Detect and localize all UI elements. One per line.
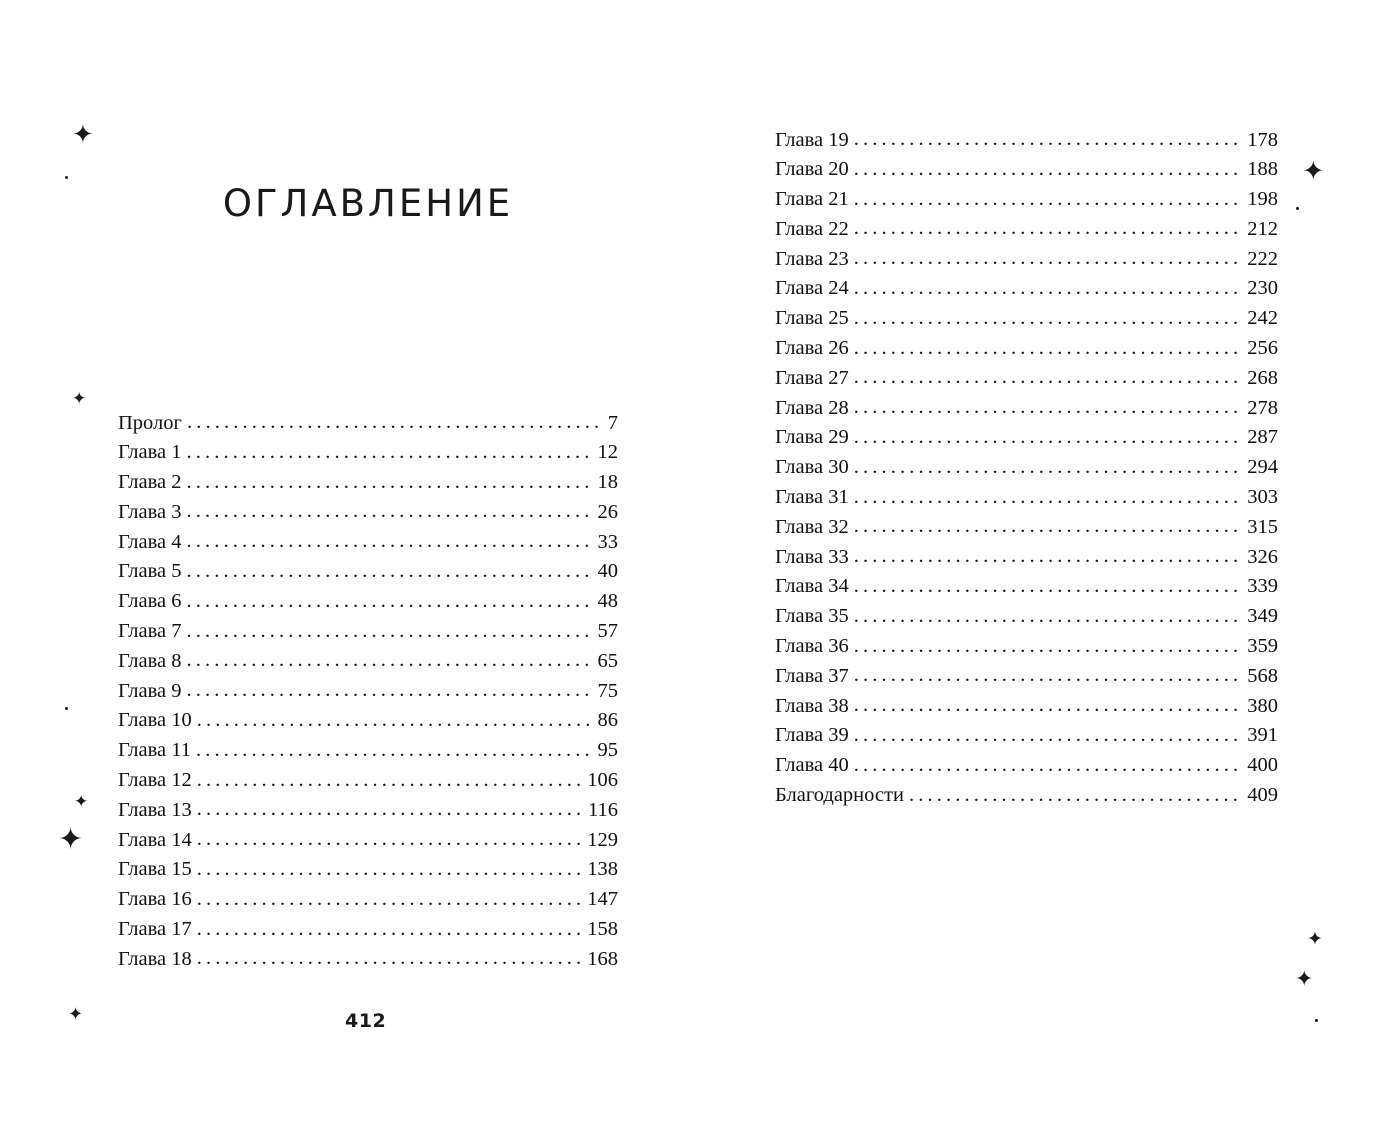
toc-entry-label: Глава 23 bbox=[775, 247, 849, 270]
toc-entry-label: Глава 14 bbox=[118, 828, 192, 851]
toc-entry[interactable] bbox=[118, 557, 618, 587]
toc-entry[interactable] bbox=[775, 721, 1278, 751]
toc-entry[interactable] bbox=[118, 646, 618, 676]
toc-entry[interactable] bbox=[118, 497, 618, 527]
toc-entry-label: Глава 10 bbox=[118, 709, 192, 732]
sparkle-bottom-right-lower-icon: ✦ bbox=[1295, 966, 1314, 991]
toc-entry[interactable] bbox=[775, 542, 1278, 572]
toc-entry[interactable] bbox=[118, 527, 618, 557]
toc-entry-label: Глава 20 bbox=[775, 158, 849, 181]
toc-leader-dots bbox=[854, 512, 1242, 533]
toc-leader-dots bbox=[854, 393, 1242, 414]
toc-entry-page: 568 bbox=[1247, 664, 1278, 687]
toc-entry-label: Глава 18 bbox=[118, 947, 192, 970]
toc-entry-page: 242 bbox=[1247, 307, 1278, 330]
toc-entry[interactable] bbox=[775, 661, 1278, 691]
toc-entry-page: 380 bbox=[1247, 694, 1278, 717]
toc-entry[interactable] bbox=[775, 691, 1278, 721]
toc-leader-dots bbox=[854, 751, 1242, 772]
page-number: 412 bbox=[345, 1010, 387, 1032]
toc-entry[interactable] bbox=[775, 423, 1278, 453]
toc-entry-page: 147 bbox=[587, 888, 618, 911]
toc-entry-label: Глава 6 bbox=[118, 590, 182, 613]
toc-entry-page: 75 bbox=[597, 679, 618, 702]
toc-entry-page: 40 bbox=[597, 560, 618, 583]
toc-leader-dots bbox=[187, 497, 593, 518]
toc-leader-dots bbox=[197, 766, 582, 787]
toc-leader-dots bbox=[187, 408, 603, 429]
toc-entry[interactable] bbox=[775, 751, 1278, 781]
toc-entry-label: Глава 1 bbox=[118, 441, 182, 464]
toc-entry-page: 7 bbox=[607, 411, 618, 434]
toc-entry-label: Глава 40 bbox=[775, 754, 849, 777]
toc-entry-label: Глава 32 bbox=[775, 515, 849, 538]
toc-leader-dots bbox=[187, 676, 593, 697]
toc-entry-label: Пролог bbox=[118, 411, 182, 434]
toc-leader-dots bbox=[854, 453, 1242, 474]
toc-leader-dots bbox=[854, 185, 1242, 206]
toc-entry-page: 116 bbox=[588, 798, 618, 821]
toc-leader-dots bbox=[196, 736, 592, 757]
toc-entry[interactable] bbox=[775, 155, 1278, 185]
toc-entry[interactable] bbox=[775, 393, 1278, 423]
dot-bottom-right-icon bbox=[1315, 1019, 1318, 1022]
toc-entry-label: Глава 4 bbox=[118, 530, 182, 553]
toc-leader-dots bbox=[854, 602, 1242, 623]
toc-entry-label: Глава 2 bbox=[118, 471, 182, 494]
sparkle-lower-left-large-icon: ✦ bbox=[58, 823, 84, 856]
toc-entry-page: 400 bbox=[1247, 754, 1278, 777]
toc-entry-page: 18 bbox=[597, 471, 618, 494]
toc-leader-dots bbox=[854, 691, 1242, 712]
toc-entry-page: 315 bbox=[1247, 515, 1278, 538]
toc-entry-page: 12 bbox=[597, 441, 618, 464]
toc-leader-dots bbox=[187, 468, 593, 489]
toc-entry-label: Глава 29 bbox=[775, 426, 849, 449]
dot-upper-left-icon bbox=[65, 176, 68, 179]
toc-entry-page: 65 bbox=[597, 649, 618, 672]
toc-entry-page: 188 bbox=[1247, 158, 1278, 181]
toc-entry[interactable] bbox=[118, 408, 618, 438]
toc-entry-page: 303 bbox=[1247, 486, 1278, 509]
toc-list-right bbox=[775, 125, 1278, 810]
toc-entry[interactable] bbox=[118, 915, 618, 945]
toc-entry[interactable] bbox=[118, 885, 618, 915]
toc-entry[interactable] bbox=[118, 855, 618, 885]
toc-entry-label: Глава 13 bbox=[118, 798, 192, 821]
toc-leader-dots bbox=[854, 423, 1242, 444]
toc-entry[interactable] bbox=[118, 736, 618, 766]
toc-entry[interactable] bbox=[775, 632, 1278, 662]
toc-entry-label: Глава 31 bbox=[775, 486, 849, 509]
toc-entry-page: 287 bbox=[1247, 426, 1278, 449]
sparkle-top-left-icon: ✦ bbox=[72, 120, 94, 149]
toc-entry-page: 359 bbox=[1247, 635, 1278, 658]
toc-entry-page: 256 bbox=[1247, 337, 1278, 360]
toc-entry-label: Глава 11 bbox=[118, 739, 192, 762]
toc-entry-page: 57 bbox=[597, 620, 618, 643]
toc-entry[interactable] bbox=[118, 468, 618, 498]
toc-entry-page: 230 bbox=[1247, 277, 1278, 300]
toc-entry[interactable] bbox=[118, 587, 618, 617]
toc-leader-dots bbox=[854, 632, 1242, 653]
toc-list-left bbox=[118, 408, 618, 974]
toc-entry-page: 294 bbox=[1247, 456, 1278, 479]
toc-entry-label: Глава 35 bbox=[775, 605, 849, 628]
toc-entry-label: Глава 12 bbox=[118, 769, 192, 792]
toc-entry-label: Глава 27 bbox=[775, 366, 849, 389]
toc-entry-label: Глава 5 bbox=[118, 560, 182, 583]
toc-entry[interactable] bbox=[118, 438, 618, 468]
toc-leader-dots bbox=[187, 587, 593, 608]
toc-leader-dots bbox=[197, 855, 582, 876]
toc-entry-label: Глава 34 bbox=[775, 575, 849, 598]
toc-entry[interactable] bbox=[775, 483, 1278, 513]
toc-entry-label: Глава 25 bbox=[775, 307, 849, 330]
toc-entry[interactable] bbox=[775, 304, 1278, 334]
dot-mid-left-icon bbox=[65, 707, 68, 710]
toc-entry-label: Глава 38 bbox=[775, 694, 849, 717]
toc-leader-dots bbox=[197, 795, 583, 816]
toc-leader-dots bbox=[197, 885, 582, 906]
toc-entry-label: Благодарности bbox=[775, 784, 904, 807]
toc-entry-page: 349 bbox=[1247, 605, 1278, 628]
toc-entry-page: 48 bbox=[597, 590, 618, 613]
toc-entry-label: Глава 8 bbox=[118, 649, 182, 672]
toc-entry-page: 268 bbox=[1247, 366, 1278, 389]
toc-entry[interactable] bbox=[118, 825, 618, 855]
toc-leader-dots bbox=[854, 125, 1242, 146]
toc-entry-page: 86 bbox=[597, 709, 618, 732]
toc-entry-label: Глава 9 bbox=[118, 679, 182, 702]
toc-entry[interactable] bbox=[775, 185, 1278, 215]
toc-entry-label: Глава 19 bbox=[775, 128, 849, 151]
toc-entry[interactable] bbox=[775, 512, 1278, 542]
toc-entry-label: Глава 24 bbox=[775, 277, 849, 300]
toc-leader-dots bbox=[197, 915, 582, 936]
toc-leader-dots bbox=[854, 483, 1242, 504]
toc-entry[interactable] bbox=[775, 781, 1278, 811]
toc-entry[interactable] bbox=[775, 214, 1278, 244]
toc-entry-page: 222 bbox=[1247, 247, 1278, 270]
toc-entry-label: Глава 30 bbox=[775, 456, 849, 479]
toc-entry[interactable] bbox=[775, 274, 1278, 304]
toc-leader-dots bbox=[187, 527, 593, 548]
toc-entry-label: Глава 16 bbox=[118, 888, 192, 911]
toc-entry[interactable] bbox=[118, 944, 618, 974]
toc-entry-page: 95 bbox=[597, 739, 618, 762]
toc-leader-dots bbox=[854, 244, 1242, 265]
toc-entry-label: Глава 28 bbox=[775, 396, 849, 419]
page-title: ОГЛАВЛЕНИЕ bbox=[222, 182, 514, 225]
toc-entry-label: Глава 21 bbox=[775, 188, 849, 211]
toc-leader-dots bbox=[854, 274, 1242, 295]
sparkle-mid-left-icon: ✦ bbox=[72, 389, 87, 408]
toc-leader-dots bbox=[854, 572, 1242, 593]
toc-entry-page: 212 bbox=[1247, 217, 1278, 240]
toc-entry[interactable] bbox=[775, 453, 1278, 483]
toc-entry-page: 106 bbox=[587, 769, 618, 792]
toc-leader-dots bbox=[854, 542, 1242, 563]
toc-entry[interactable] bbox=[775, 363, 1278, 393]
toc-entry[interactable] bbox=[118, 617, 618, 647]
toc-leader-dots bbox=[854, 363, 1242, 384]
toc-leader-dots bbox=[187, 438, 593, 459]
toc-entry[interactable] bbox=[775, 334, 1278, 364]
sparkle-top-right-icon: ✦ bbox=[1302, 156, 1325, 186]
toc-entry-label: Глава 39 bbox=[775, 724, 849, 747]
dot-upper-right-icon bbox=[1296, 207, 1299, 210]
toc-entry-label: Глава 7 bbox=[118, 620, 182, 643]
toc-entry-page: 26 bbox=[597, 500, 618, 523]
toc-entry-page: 391 bbox=[1247, 724, 1278, 747]
toc-entry-page: 278 bbox=[1247, 396, 1278, 419]
toc-leader-dots bbox=[854, 334, 1242, 355]
toc-entry[interactable] bbox=[118, 706, 618, 736]
toc-leader-dots bbox=[854, 721, 1242, 742]
toc-entry-page: 339 bbox=[1247, 575, 1278, 598]
toc-leader-dots bbox=[854, 304, 1242, 325]
toc-entry-label: Глава 37 bbox=[775, 664, 849, 687]
sparkle-lower-left-small-icon: ✦ bbox=[74, 792, 89, 811]
toc-entry-page: 178 bbox=[1247, 128, 1278, 151]
toc-entry-page: 158 bbox=[587, 918, 618, 941]
toc-leader-dots bbox=[187, 617, 593, 638]
sparkle-bottom-left-icon: ✦ bbox=[68, 1004, 84, 1024]
toc-entry-page: 198 bbox=[1247, 188, 1278, 211]
toc-entry-page: 138 bbox=[587, 858, 618, 881]
toc-leader-dots bbox=[909, 781, 1242, 802]
toc-entry[interactable] bbox=[775, 572, 1278, 602]
toc-leader-dots bbox=[197, 706, 593, 727]
toc-leader-dots bbox=[197, 825, 582, 846]
toc-entry-label: Глава 3 bbox=[118, 500, 182, 523]
toc-entry-label: Глава 17 bbox=[118, 918, 192, 941]
toc-leader-dots bbox=[187, 557, 593, 578]
toc-entry-page: 326 bbox=[1247, 545, 1278, 568]
toc-entry-page: 129 bbox=[587, 828, 618, 851]
toc-entry-label: Глава 15 bbox=[118, 858, 192, 881]
toc-leader-dots bbox=[854, 661, 1242, 682]
toc-entry-page: 33 bbox=[597, 530, 618, 553]
toc-entry[interactable] bbox=[775, 125, 1278, 155]
toc-leader-dots bbox=[187, 646, 593, 667]
toc-leader-dots bbox=[854, 155, 1242, 176]
toc-leader-dots bbox=[197, 944, 582, 965]
toc-entry[interactable] bbox=[775, 602, 1278, 632]
toc-entry[interactable] bbox=[118, 676, 618, 706]
toc-entry[interactable] bbox=[118, 766, 618, 796]
toc-entry[interactable] bbox=[118, 795, 618, 825]
toc-entry-label: Глава 36 bbox=[775, 635, 849, 658]
toc-entry-page: 168 bbox=[587, 947, 618, 970]
toc-heading-block bbox=[118, 110, 618, 225]
toc-entry-label: Глава 33 bbox=[775, 545, 849, 568]
toc-entry-page: 409 bbox=[1247, 784, 1278, 807]
sparkle-bottom-right-upper-icon: ✦ bbox=[1307, 929, 1323, 950]
toc-entry-label: Глава 26 bbox=[775, 337, 849, 360]
toc-entry[interactable] bbox=[775, 244, 1278, 274]
toc-leader-dots bbox=[854, 214, 1242, 235]
toc-entry-label: Глава 22 bbox=[775, 217, 849, 240]
